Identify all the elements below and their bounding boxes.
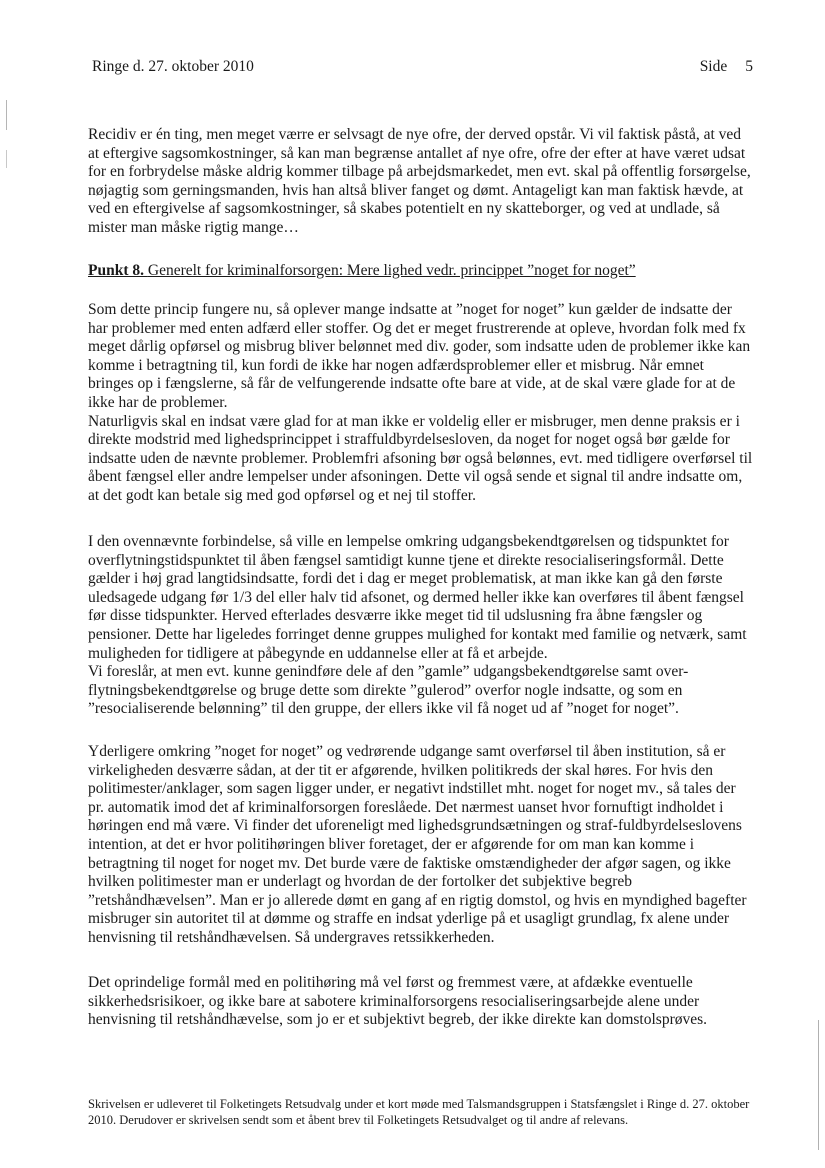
paragraph-text: Yderligere omkring ”noget for noget” og vedrørende udgange samt overførsel til åben institution, så er virkeligheden desværre sådan, at der tit er afgørende, hvilken politikreds der skal høres. For hvis den politimester/anklager, som sagen ligger under, er negativt indstillet mht. noget for noget mv., så tales der pr. automatik imod det af kriminalforsorgen foreslåede. Det nærmest uanset hvor fornuftigt indholdet i høringen end må være. Vi finder det uforeneligt med lighedsgrundsætningen og straf-fuldbyrdelseslovens intention, at det er hvor politihøringen bliver foretaget, der er afgørende for om man kan komme i betragtning til noget for noget mv. Det burde være de faktiske omstændigheder der afgør sagen, og ikke hvilken politimester man er underlagt og hvordan de der fortolker det subjektive begreb ”retshåndhævelsen”. Man er jo allerede dømt en gang af en rigtig domstol, og hvis en myndighed bagefter misbruger sin autoritet til at dømme og straffe en indsat yderlige på et usagligt grundlag, fx alene under henvisning til retshåndhævelsen. Så undergraves retssikkerheden. xyxy=(88,743,747,946)
page-header xyxy=(92,58,753,80)
scan-edge-mark xyxy=(6,100,7,130)
paragraph-text: Det oprindelige formål med en politihøring må vel først og fremmest være, at afdække eventuelle sikkerhedsrisikoer, og ikke bare at sabotere kriminalforsorgens resocialiseringsarbejde alene under henvisning til retshåndhævelse, som jo er et subjektivt begreb, der ikke direkte kan domstolsprøves. xyxy=(88,974,708,1029)
paragraph-1 xyxy=(88,126,753,238)
page-label: Side xyxy=(699,58,728,75)
paragraph-4 xyxy=(88,533,753,719)
heading-text: Generelt for kriminalforsorgen: Mere lighed vedr. princippet ”noget for noget” xyxy=(147,262,636,279)
page-number-label xyxy=(700,58,753,76)
paragraph-text: I den ovennævnte forbindelse, så ville en lempelse omkring udgangsbekendtgørelsen og tidspunktet for overflytningstidspunktet til åben fængsel samtidigt kunne tjene et direkte resocialiseringsformål. Dette gælder i høj grad langtidsindsatte, fordi det i dag er meget problematisk, at man ikke kan gå den første uledsagede udgang før 1/3 del eller halv tid afsonet, og dermed heller ikke kan overføres til åbent fængsel før disse tidspunkter. Herved efterlades desværre ikke meget tid til udslusning fra åbne fængsler og pensioner. Dette har ligeledes forringet denne gruppes mulighed for kontakt med familie og netværk, samt muligheden for tidligere at påbegynde en uddannelse eller at få et arbejde. xyxy=(88,533,747,662)
footer-note xyxy=(88,1097,753,1128)
paragraph-text: Vi foreslår, at men evt. kunne genindføre dele af den ”gamle” udgangsbekendtgørelse samt over-flytningsbekendtgørelse og bruge dette som direkte ”gulerod” overfor nogle indsatte, og som en ”resocialiserende belønning” til den gruppe, der ellers ikke vil få noget ud af ”noget for noget”. xyxy=(88,663,689,718)
place-date: Ringe d. 27. oktober 2010 xyxy=(92,58,254,75)
paragraph-2 xyxy=(88,301,753,506)
scan-edge-mark xyxy=(818,1020,819,1150)
paragraph-6 xyxy=(88,743,753,948)
paragraph-text: Recidiv er én ting, men meget værre er selvsagt de nye ofre, der derved opstår. Vi vil faktisk påstå, at ved at eftergive sagsomkostninger, så kan man begrænse antallet af nye ofre, ofre der efter at have været udsat for en forbrydelse måske aldrig kommer tilbage på arbejdsmarkedet, men evt. skal på offentlig forsørgelse, nøjagtig som gerningsmanden, hvis han altså bliver fanget og dømt. Antageligt kan man faktisk hævde, at ved en eftergivelse af sagsomkostninger, så skabes potentielt en ny skatteborger, og ved at undlade, så mister man måske rigtig mange… xyxy=(88,126,751,236)
paragraph-text: Naturligvis skal en indsat være glad for at man ikke er voldelig eller er misbruger, men denne praksis er i direkte modstrid med lighedsprincippet i straffuldbyrdelsesloven, da noget for noget også bør gælde for indsatte uden de nævnte problemer. Problemfri afsoning bør også belønnes, evt. med tidligere overførsel til åbent fængsel eller andre lempelser under afsoningen. Dette vil også sende et signal til andre indsatte om, at det godt kan betale sig med god opførsel og et nej til stoffer. xyxy=(88,412,753,504)
paragraph-7 xyxy=(88,974,753,1030)
section-heading xyxy=(88,261,753,280)
footer-text: Skrivelsen er udleveret til Folketingets Retsudvalg under et kort møde med Talsmandsgruppen i Statsfængslet i Ringe d. 27. oktober 2010. Derudover er skrivelsen sendt som et åbent brev til Folketingets Retsudvalget og til andre af relevans. xyxy=(88,1097,750,1127)
page-number: 5 xyxy=(745,58,753,75)
heading-label: Punkt 8. xyxy=(88,262,144,279)
scan-edge-mark xyxy=(6,150,7,168)
paragraph-text: Som dette princip fungere nu, så oplever mange indsatte at ”noget for noget” kun gælder de indsatte der har problemer med enten adfærd eller stoffer. Og det er meget frustrerende at opleve, hvordan folk med fx meget dårlig opførsel og misbrug bliver belønnet med div. goder, som indsatte uden de problemer ikke kan komme i betragtning til, kun fordi de ikke har nogen adfærdsproblemer eller et misbrug. Når emnet bringes op i fængslerne, så får de velfungerende indsatte ofte bare at vide, at de skal være glade for at de ikke har de problemer. xyxy=(88,301,751,411)
